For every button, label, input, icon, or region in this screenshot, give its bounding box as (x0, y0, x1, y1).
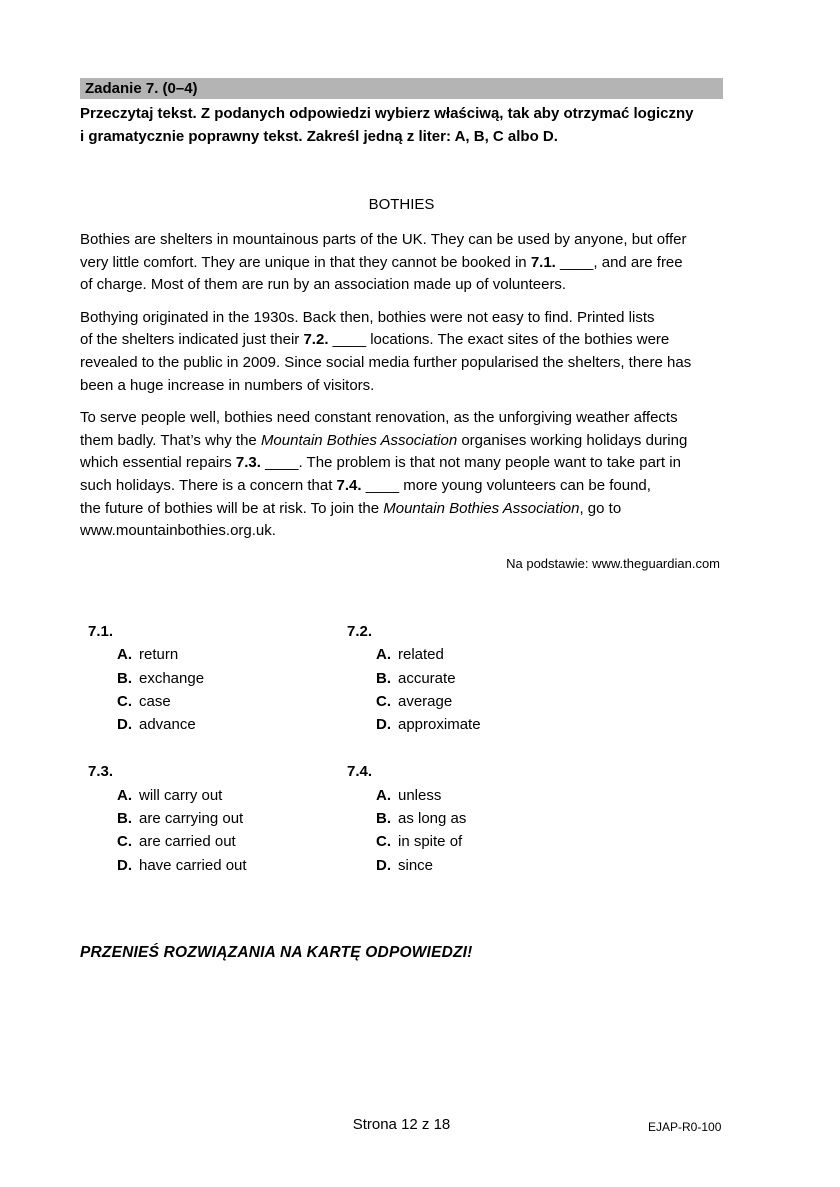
option-text: have carried out (139, 856, 247, 874)
option-letter: B. (376, 810, 391, 828)
option-text: are carrying out (139, 810, 244, 828)
option-7-2-C (347, 690, 788, 713)
option-letter: A. (376, 646, 391, 664)
option-7-1-A (88, 643, 347, 666)
option-letter: B. (117, 810, 132, 828)
option-letter: C. (376, 833, 391, 851)
option-letter: D. (117, 856, 132, 874)
question-block-7-4 (347, 760, 788, 876)
option-7-2-D (347, 713, 788, 736)
option-letter: A. (117, 646, 132, 664)
option-7-1-B (88, 667, 347, 690)
option-text: are carried out (139, 833, 236, 851)
option-letter: C. (376, 692, 391, 710)
question-block-7-2 (347, 620, 788, 736)
question-number: 7.4. (347, 763, 373, 781)
option-7-3-A (88, 784, 347, 807)
option-letter: D. (376, 856, 391, 874)
option-text: related (398, 646, 444, 664)
task-instructions: Przeczytaj tekst. Z podanych odpowiedzi wybierz właściwą, tak aby otrzymać logiczny i gramatycznie poprawny tekst. Zakreśl jedną z liter: A, B, C albo D. (80, 105, 694, 145)
option-7-4-A (347, 784, 788, 807)
option-letter: C. (117, 833, 132, 851)
passage-paragraph-3: To serve people well, bothies need constant renovation, as the unforgiving weather affects them badly. That’s why the Mountain Bothies Association organises working holidays during which essential repairs 7.3. ____. The problem is that not many people want to take part in such holidays. There is a concern that 7.4. ____ more young volunteers can be found, the future of bothies will be at risk. To join the Mountain Bothies Association, go to www.mountainbothies.org.uk. (80, 409, 688, 540)
question-block-7-3 (88, 760, 347, 876)
option-text: return (139, 646, 179, 664)
option-text: unless (398, 786, 442, 804)
option-letter: B. (376, 669, 391, 687)
option-7-4-B (347, 807, 788, 830)
option-7-4-D (347, 854, 788, 877)
option-text: in spite of (398, 833, 463, 851)
option-7-1-D (88, 713, 347, 736)
option-7-4-C (347, 830, 788, 853)
option-7-1-C (88, 690, 347, 713)
option-7-2-A (347, 643, 788, 666)
option-text: since (398, 856, 434, 874)
option-7-3-B (88, 807, 347, 830)
question-number: 7.2. (347, 623, 373, 640)
option-text: as long as (398, 810, 467, 828)
passage-text (80, 229, 770, 553)
option-text: will carry out (139, 786, 223, 804)
question-number: 7.3. (88, 763, 114, 781)
option-text: accurate (398, 669, 456, 687)
option-text: approximate (398, 716, 481, 734)
passage-title: BOTHIES (368, 196, 435, 213)
option-text: case (139, 692, 171, 710)
task-header-bar: Zadanie 7. (0–4) (80, 78, 723, 99)
option-7-2-B (347, 667, 788, 690)
option-letter: C. (117, 692, 132, 710)
option-letter: B. (117, 669, 132, 687)
option-text: advance (139, 716, 196, 734)
passage-paragraph-2: Bothying originated in the 1930s. Back then, bothies were not easy to find. Printed lists of the shelters indicated just their 7.2. ____ locations. The exact sites of the bothies were revealed to the public in 2009. Since social media further popularised the shelters, there has been a huge increase in numbers of visitors. (80, 308, 692, 394)
question-block-7-1 (88, 620, 347, 736)
option-letter: A. (376, 786, 391, 804)
option-letter: D. (117, 716, 132, 734)
option-text: exchange (139, 669, 205, 687)
option-7-3-D (88, 854, 347, 877)
option-letter: D. (376, 716, 391, 734)
questions-section (88, 620, 788, 877)
option-text: average (398, 692, 453, 710)
questions-grid (88, 620, 788, 877)
source-note: Na podstawie: www.theguardian.com (506, 556, 720, 571)
option-7-3-C (88, 830, 347, 853)
option-letter: A. (117, 786, 132, 804)
page-number: Strona 12 z 18 (352, 1116, 451, 1133)
question-number: 7.1. (88, 623, 114, 640)
transfer-answers-note: PRZENIEŚ ROZWIĄZANIA NA KARTĘ ODPOWIEDZI! (80, 944, 473, 961)
passage-paragraph-1: Bothies are shelters in mountainous parts of the UK. They can be used by anyone, but offer very little comfort. They are unique in that they cannot be booked in 7.1. ____, and are free of charge. Most of them are run by an association made up of volunteers. (80, 231, 687, 294)
exam-form-code: EJAP-R0-100 (648, 1120, 722, 1134)
